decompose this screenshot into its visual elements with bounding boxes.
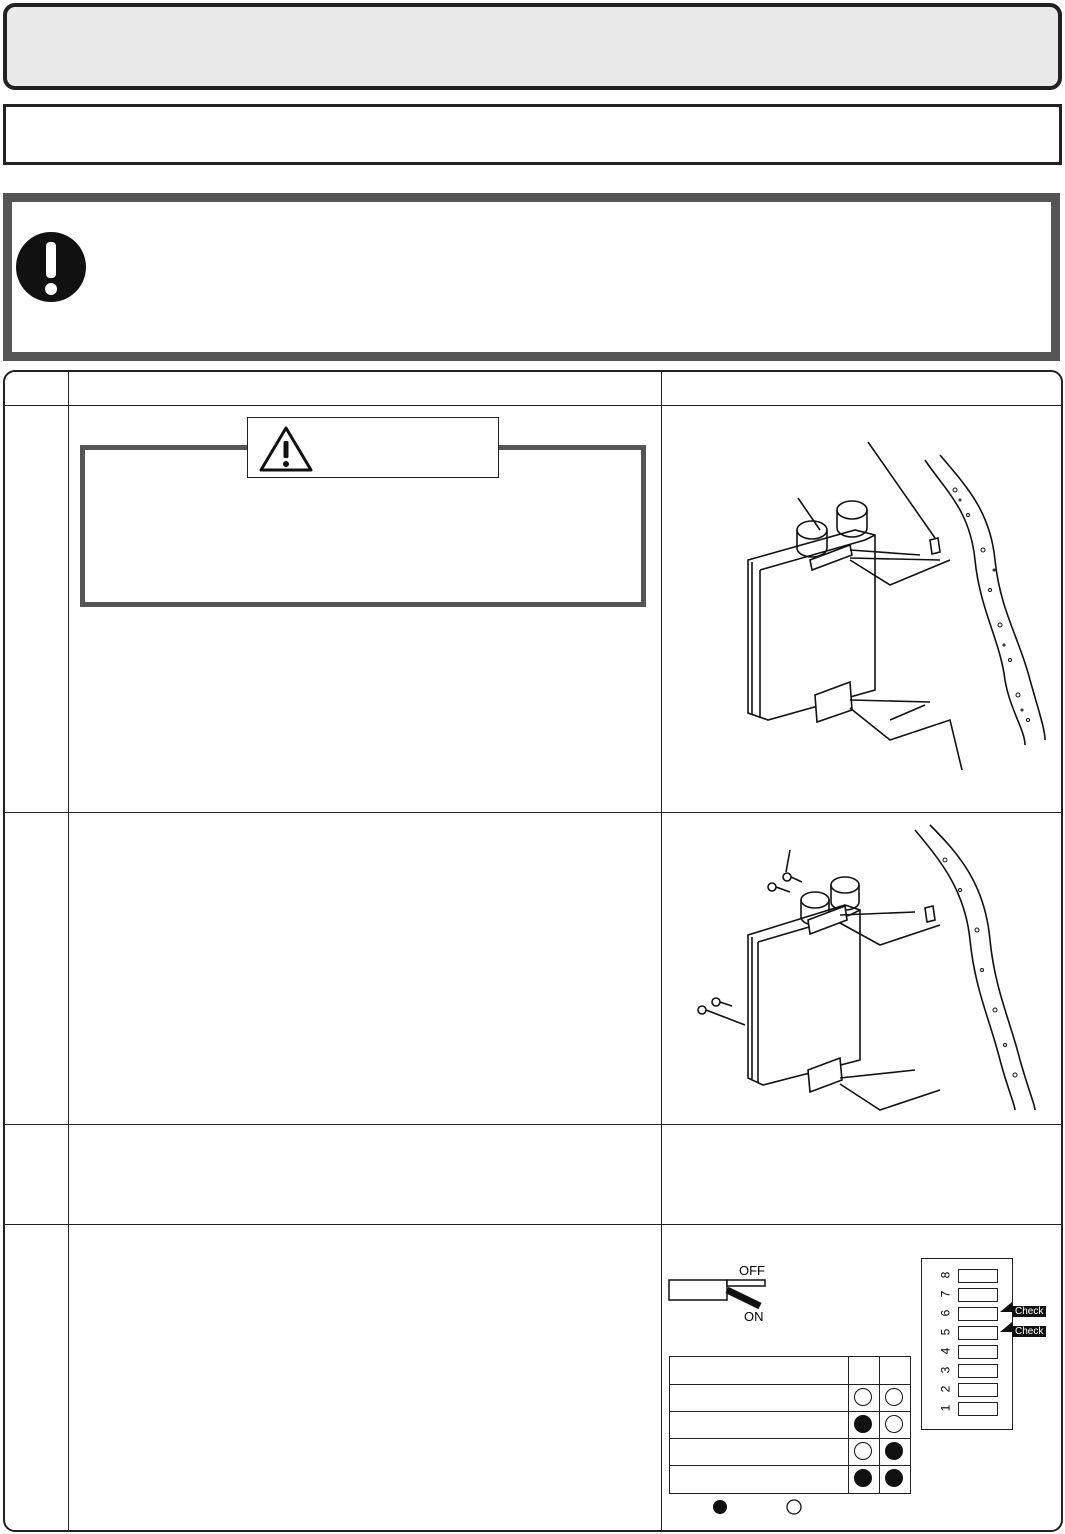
setting-off-icon	[854, 1388, 872, 1406]
dip-number-6: 6	[938, 1309, 953, 1317]
page-subtitle-box	[3, 104, 1062, 165]
caution-tab	[247, 417, 499, 478]
unit-mounting-figure-2	[690, 820, 1060, 1120]
setting-on-icon	[854, 1469, 872, 1487]
table-col-divider	[68, 372, 69, 1530]
setting-on-icon	[885, 1442, 903, 1460]
dip-number-1: 1	[938, 1404, 953, 1412]
dip-number-3: 3	[938, 1366, 953, 1374]
dip-number-4: 4	[938, 1347, 953, 1355]
dip-number-5: 5	[938, 1328, 953, 1336]
table-header-divider	[5, 405, 1061, 406]
setting-off-icon	[885, 1415, 903, 1433]
page-title-box	[3, 3, 1062, 90]
setting-on-icon	[885, 1469, 903, 1487]
check-tag-5: Check	[1012, 1326, 1046, 1337]
dip-number-8: 8	[938, 1271, 953, 1279]
setting-on-icon	[854, 1415, 872, 1433]
table-row-divider	[5, 812, 1061, 813]
dip-number-7: 7	[938, 1290, 953, 1298]
switch-off-label: OFF	[739, 1263, 765, 1278]
exclamation-circle-icon	[15, 230, 87, 304]
unit-mounting-figure-1	[700, 420, 1060, 780]
table-row-divider	[5, 1124, 1061, 1125]
check-tag-6: Check	[1012, 1306, 1046, 1317]
warning-triangle-icon	[258, 425, 314, 473]
settings-legend	[710, 1499, 810, 1517]
dip-switch-bank	[921, 1258, 1013, 1430]
table-row-divider	[5, 1224, 1061, 1225]
setting-off-icon	[854, 1442, 872, 1460]
dip-settings-table	[669, 1356, 911, 1494]
notice-box	[3, 193, 1060, 361]
setting-off-icon	[885, 1388, 903, 1406]
switch-on-label: ON	[744, 1309, 764, 1324]
legend-empty-icon	[787, 1500, 801, 1514]
table-col-divider	[661, 372, 662, 1530]
legend-filled-icon	[713, 1500, 727, 1514]
dip-number-2: 2	[938, 1385, 953, 1393]
